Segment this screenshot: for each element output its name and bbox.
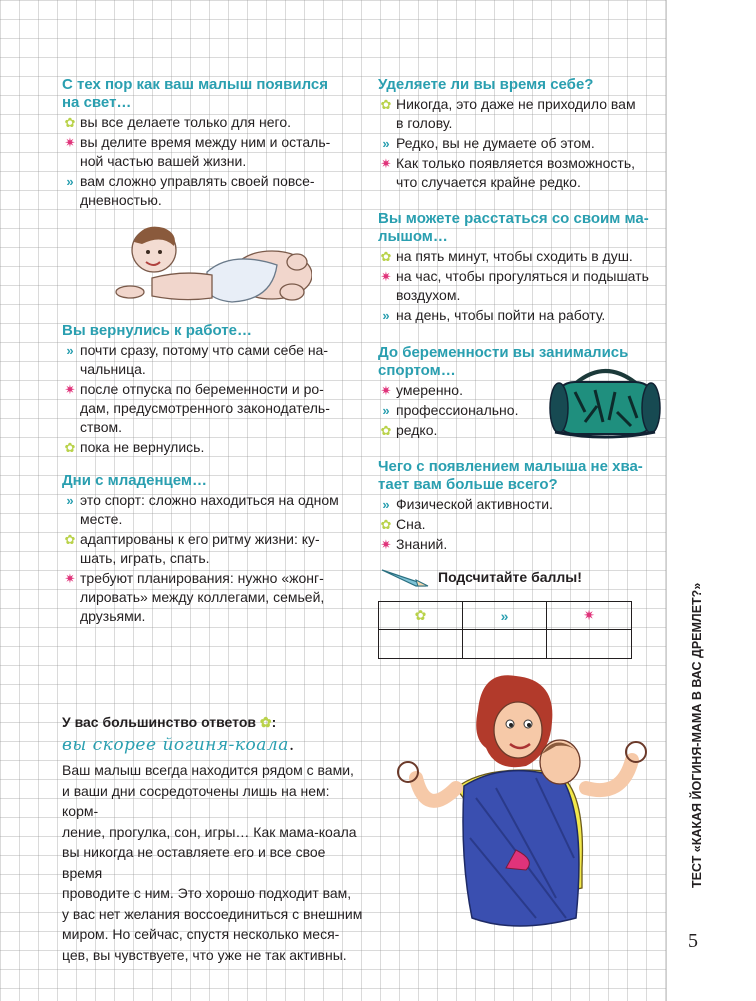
quiz-answer-line: Никогда, это даже не приходило вам (396, 96, 636, 112)
quiz-answer-line: лировать» между коллегами, семьей, (80, 589, 325, 605)
quiz-answer[interactable] (378, 267, 668, 305)
quiz-answer-line: профессионально. (396, 402, 519, 418)
quiz-question-block (378, 76, 668, 193)
quiz-answer-line: это спорт: сложно находиться на одном (80, 492, 339, 508)
quiz-question-line: Вы вернулись к работе… (62, 322, 252, 339)
result-body-line: у вас нет желания воссоединиться с внешним (62, 905, 363, 922)
quiz-answer-line: воздухом. (396, 287, 461, 303)
pencil-icon (380, 566, 432, 588)
star-icon: ✷ (64, 571, 76, 586)
quiz-answer-line: редко. (396, 422, 438, 438)
wave-icon: » (66, 343, 74, 358)
quiz-question-line: Вы можете расстаться со своим ма- (378, 210, 649, 227)
result-subheading-text: вы скорее йогиня-коала (62, 735, 289, 755)
wave-icon: » (382, 308, 390, 323)
quiz-question (378, 458, 668, 494)
crawling-baby-illustration (112, 220, 312, 310)
star-icon: ✷ (380, 383, 392, 398)
quiz-answer-line: шать, играть, спать. (80, 550, 210, 566)
quiz-answer-line: после отпуска по беременности и ро- (80, 381, 324, 397)
quiz-question-line: спортом… (378, 362, 456, 379)
result-subheading-end: . (288, 735, 295, 755)
score-header-cell-star (547, 602, 631, 630)
sun-icon: ✿ (64, 115, 76, 130)
quiz-answer[interactable] (62, 530, 362, 568)
quiz-question-block (378, 210, 668, 326)
score-header (380, 566, 582, 588)
gym-bag-illustration (545, 362, 665, 442)
result-body-line: Ваш малыш всегда находится рядом с вами, (62, 762, 354, 778)
score-header-cell-wave (463, 602, 547, 630)
quiz-answer-line: Физической активности. (396, 496, 553, 512)
wave-icon: » (382, 497, 390, 512)
quiz-answer[interactable] (62, 569, 362, 626)
quiz-question (62, 472, 362, 490)
wave-icon: » (500, 607, 509, 624)
quiz-answer[interactable] (378, 535, 668, 554)
quiz-question-line: Чего с появлением малыша не хва- (378, 458, 643, 475)
quiz-answer-line: Сна. (396, 516, 426, 532)
quiz-answer-line: в голову. (396, 115, 453, 131)
quiz-answer-line: на пять минут, чтобы сходить в душ. (396, 248, 633, 264)
sun-icon: ✿ (380, 97, 392, 112)
quiz-answer-line: вам сложно управлять своей повсе- (80, 173, 315, 189)
result-body-line: миром. Но сейчас, спустя несколько меся- (62, 926, 340, 942)
score-cell[interactable] (379, 630, 463, 658)
result-body-line: вы никогда не оставляете его и все свое время (62, 844, 326, 881)
side-title-container (690, 582, 710, 888)
star-icon: ✷ (380, 269, 392, 284)
quiz-question-line: лышом… (378, 228, 448, 245)
quiz-answer-line: дам, предусмотренного законодатель- (80, 400, 330, 416)
quiz-answer-line: пока не вернулись. (80, 439, 205, 455)
page-number: 5 (688, 930, 698, 952)
sun-icon: ✿ (380, 423, 392, 438)
quiz-answer[interactable] (378, 495, 668, 514)
quiz-answer-line: ной частью вашей жизни. (80, 153, 247, 169)
result-body-line: ление, прогулка, сон, игры… Как мама-коала (62, 823, 357, 840)
quiz-question (378, 210, 668, 246)
star-icon: ✷ (64, 382, 76, 397)
quiz-question-line: Дни с младенцем… (62, 472, 207, 489)
quiz-answer-line: почти сразу, потому что сами себе на- (80, 342, 328, 358)
result-body-line: цев, вы чувствуете, что уже не так активны. (62, 946, 347, 963)
quiz-question (62, 76, 362, 112)
quiz-answer-line: адаптированы к его ритму жизни: ку- (80, 531, 320, 547)
quiz-answer[interactable] (378, 515, 668, 534)
quiz-answer[interactable] (378, 154, 668, 192)
quiz-answer[interactable] (62, 133, 362, 171)
sun-icon: ✿ (380, 517, 392, 532)
wave-icon: » (382, 403, 390, 418)
quiz-answer-line: что случается крайне редко. (396, 174, 581, 190)
score-table (378, 601, 632, 659)
quiz-question-block (62, 472, 362, 627)
quiz-question (62, 322, 362, 340)
wave-icon: » (382, 136, 390, 151)
quiz-question-line: на свет… (62, 94, 132, 111)
quiz-question (378, 76, 668, 94)
quiz-answer-line: месте. (80, 511, 123, 527)
quiz-question-line: Уделяете ли вы время себе? (378, 76, 594, 93)
score-header-cell-sun (379, 602, 463, 630)
score-cell[interactable] (463, 630, 547, 658)
wave-icon: » (66, 493, 74, 508)
quiz-answer[interactable] (378, 247, 668, 266)
quiz-answer-line: дневностью. (80, 192, 162, 208)
result-body-line: и ваши дни сосредоточены лишь на нем: корм- (62, 782, 330, 819)
quiz-answer-line: на час, чтобы прогуляться и подышать (396, 268, 649, 284)
quiz-question-line: С тех пор как ваш малыш появился (62, 76, 329, 93)
result-body-line: проводите с ним. Это хорошо подходит вам, (62, 885, 352, 901)
star-icon: ✷ (380, 156, 392, 171)
quiz-answer-line: на день, чтобы пойти на работу. (396, 307, 606, 323)
star-icon: ✷ (64, 135, 76, 150)
quiz-question-block (378, 458, 668, 555)
result-heading: У вас большинство ответов ✿: (62, 714, 277, 730)
quiz-question-block (62, 322, 362, 458)
result-subheading (62, 735, 295, 755)
quiz-answer-line: вы все делаете только для него. (80, 114, 291, 130)
result-body (62, 760, 368, 965)
quiz-answer-line: вы делите время между ним и осталь- (80, 134, 331, 150)
sun-icon: ✿ (380, 249, 392, 264)
yoga-mother-with-baby-illustration (386, 668, 658, 940)
quiz-answer[interactable] (62, 491, 362, 529)
quiz-question-line: До беременности вы занимались (378, 344, 629, 361)
quiz-answer[interactable] (62, 341, 362, 379)
quiz-answer-line: ством. (80, 419, 122, 435)
score-label: Подсчитайте баллы! (438, 569, 582, 585)
sun-icon: ✿ (64, 532, 76, 547)
quiz-answer[interactable] (62, 172, 362, 210)
quiz-answer-line: Редко, вы не думаете об этом. (396, 135, 595, 151)
sun-icon: ✿ (64, 440, 76, 455)
quiz-answer-line: чальница. (80, 361, 146, 377)
quiz-answer[interactable] (378, 95, 668, 133)
quiz-answer-line: умеренно. (396, 382, 463, 398)
quiz-answer-line: друзьями. (80, 608, 146, 624)
quiz-answer-line: Знаний. (396, 536, 448, 552)
quiz-question-line: тает вам больше всего? (378, 476, 558, 493)
result-heading-text: У вас большинство ответов (62, 714, 256, 730)
score-cell[interactable] (547, 630, 631, 658)
quiz-answer-line: Как только появляется возможность, (396, 155, 636, 171)
wave-icon: » (66, 174, 74, 189)
quiz-answer[interactable] (62, 380, 362, 437)
sun-icon: ✿ (259, 714, 272, 730)
quiz-answer-line: требуют планирования: нужно «жонг- (80, 570, 324, 586)
star-icon: ✷ (380, 537, 392, 552)
quiz-question-block (62, 76, 362, 211)
star-icon: ✷ (583, 607, 595, 623)
quiz-answer[interactable] (378, 306, 668, 325)
quiz-answer[interactable] (378, 134, 668, 153)
quiz-answer[interactable] (62, 113, 362, 132)
side-title: ТЕСТ «КАКАЯ ЙОГИНЯ-МАМА В ВАС ДРЕМЛЕТ?» (690, 582, 704, 888)
sun-icon: ✿ (414, 607, 427, 623)
quiz-answer[interactable] (62, 438, 362, 457)
